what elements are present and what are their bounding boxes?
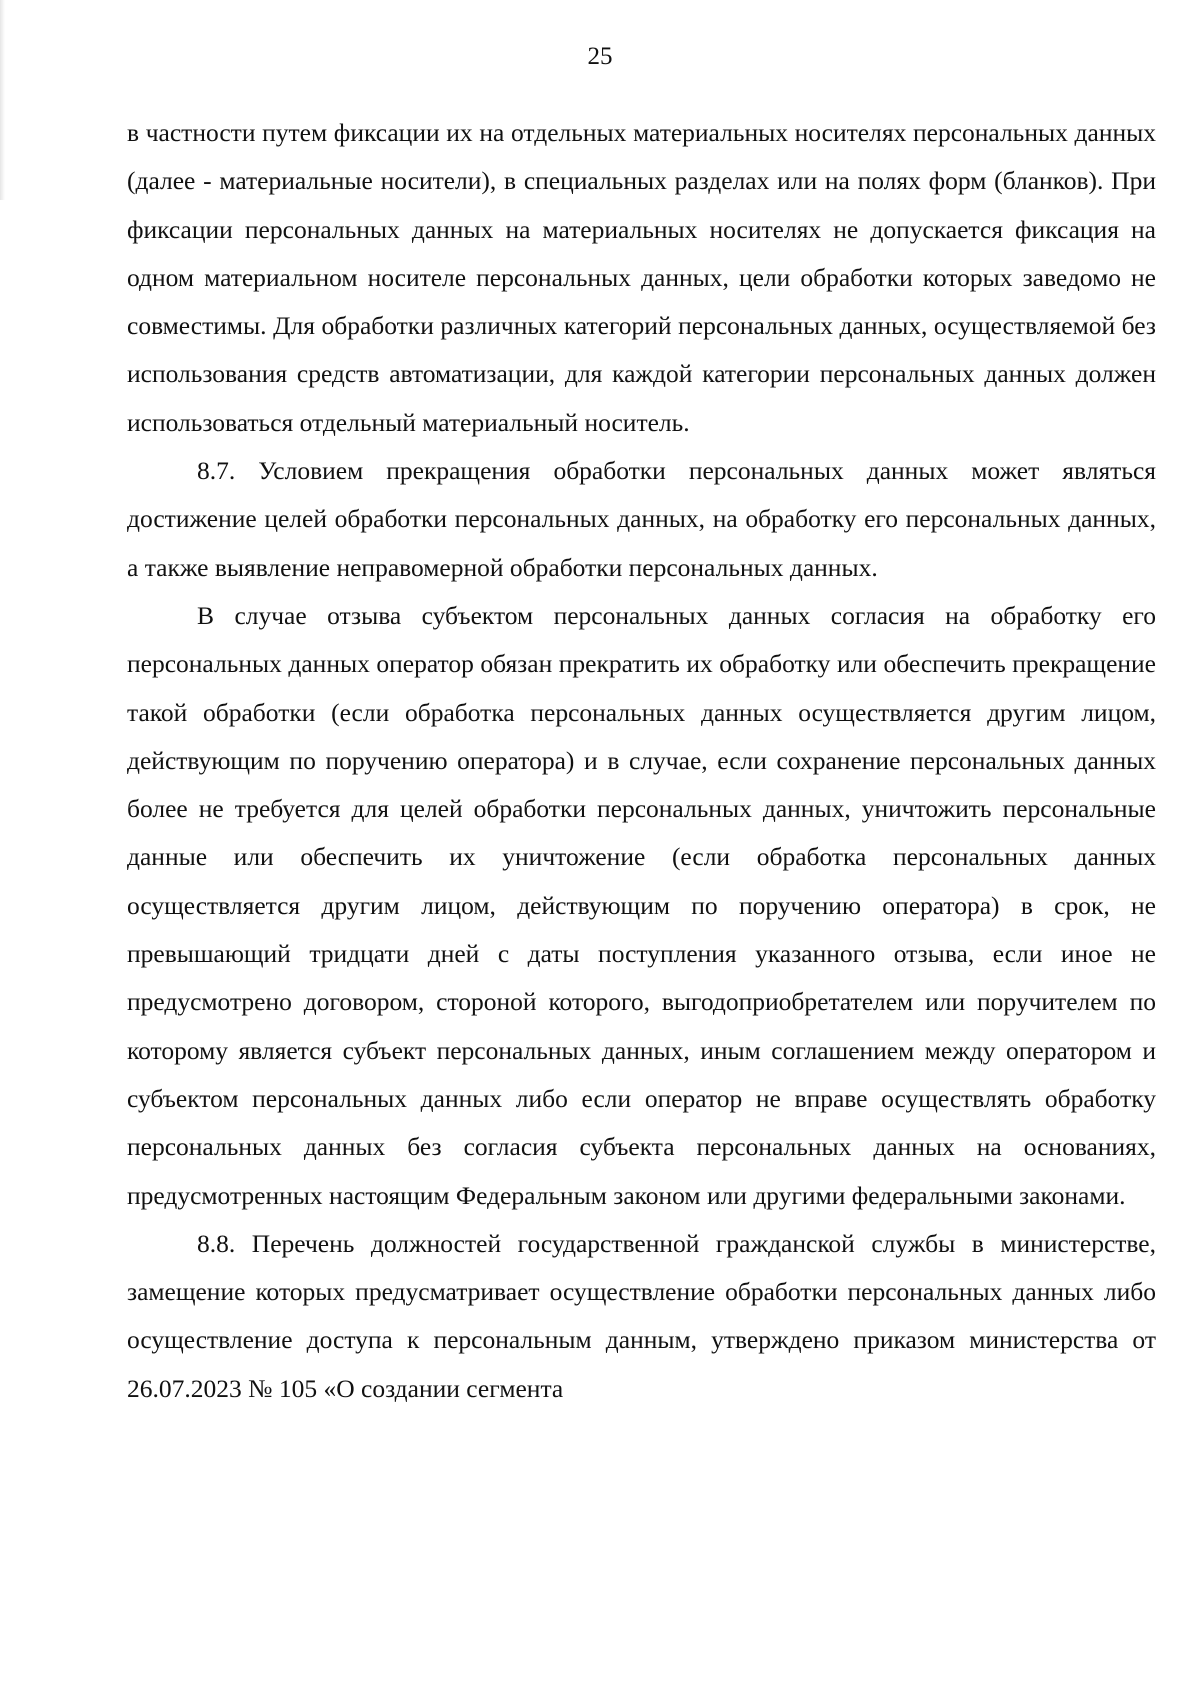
document-body xyxy=(127,109,1156,1413)
scan-edge-shadow xyxy=(0,0,5,200)
page-number: 25 xyxy=(587,43,613,70)
paragraph-clause-8-8: 8.8. Перечень должностей государственной гражданской службы в министерстве, замещение которых предусматривает осуществление обработки персональных данных либо осуществление доступа к персональным данным, утверждено приказом министерства от 26.07.2023 № 105 «О создании сегмента xyxy=(127,1228,1156,1403)
paragraph-clause-8-7: 8.7. Условием прекращения обработки персональных данных может являться достижение целей обработки персональных данных, на обработку его персональных данных, а также выявление неправомерной обработки персональных данных. xyxy=(127,456,1156,582)
paragraph-continuation: в частности путем фиксации их на отдельных материальных носителях персональных данных (далее - материальные носители), в специальных разделах или на полях форм (бланков). При фиксации персональных данных на материальных носителях не допускается фиксация на одном материальном носителе персональных данных, цели обработки которых заведомо не совместимы. Для обработки различных категорий персональных данных, осуществляемой без использования средств автоматизации, для каждой категории персональных данных должен использоваться отдельный материальный носитель. xyxy=(127,118,1156,437)
paragraph-withdrawal: В случае отзыва субъектом персональных данных согласия на обработку его персональных данных оператор обязан прекратить их обработку или обеспечить прекращение такой обработки (если обработка персональных данных осуществляется другим лицом, действующим по поручению оператора) и в случае, если сохранение персональных данных более не требуется для целей обработки персональных данных, уничтожить персональные данные или обеспечить их уничтожение (если обработка персональных данных осуществляется другим лицом, действующим по поручению оператора) в срок, не превышающий тридцати дней с даты поступления указанного отзыва, если иное не предусмотрено договором, стороной которого, выгодоприобретателем или поручителем по которому является субъект персональных данных, иным соглашением между оператором и субъектом персональных данных либо если оператор не вправе осуществлять обработку персональных данных без согласия субъекта персональных данных на основаниях, предусмотренных настоящим Федеральным законом или другими федеральными законами. xyxy=(127,600,1156,1210)
